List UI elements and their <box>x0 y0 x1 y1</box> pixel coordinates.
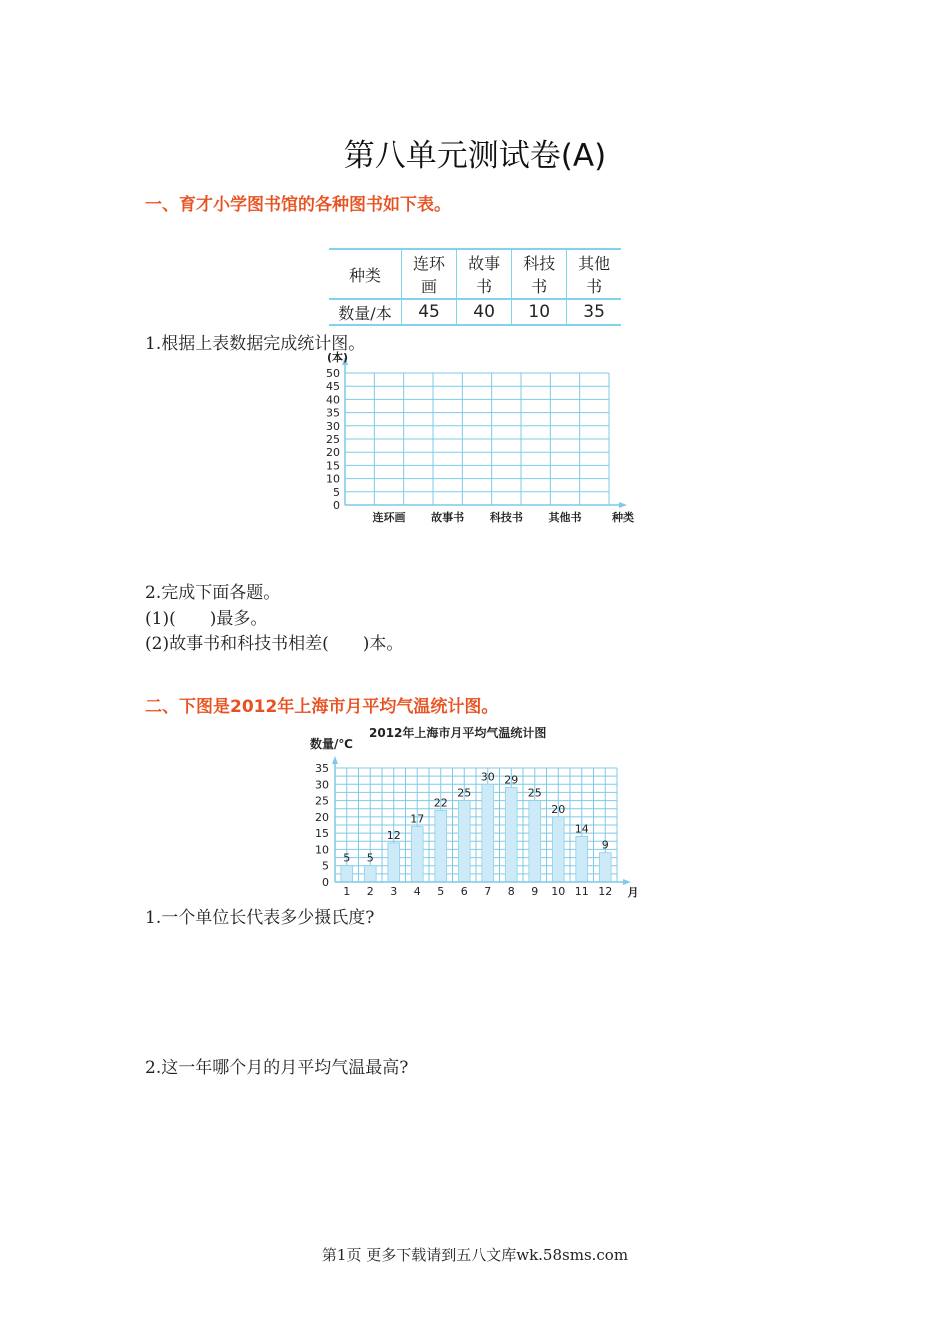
bar-value-label: 14 <box>574 822 589 836</box>
books-chart <box>300 345 640 530</box>
y-tick-label: 15 <box>326 459 340 473</box>
bar-value-label: 5 <box>343 851 351 865</box>
table-row <box>329 249 621 299</box>
y-tick-label: 35 <box>315 762 329 775</box>
bar-value-label: 5 <box>366 851 374 865</box>
temperature-bar <box>599 853 611 882</box>
table-cell: 科技 书 <box>512 249 567 299</box>
x-tick-label: 7 <box>484 885 492 898</box>
table-cell: 10 <box>512 299 567 325</box>
y-tick-label: 10 <box>315 843 329 857</box>
x-tick-label: 12 <box>598 885 613 898</box>
y-tick-label: 20 <box>326 446 340 460</box>
x-tick-label: 其他书 <box>548 511 582 524</box>
x-axis-label: 月 <box>627 886 639 899</box>
page-title: 第八单元测试卷(A) <box>343 138 607 174</box>
temperature-bar <box>576 836 588 882</box>
section2-heading: 二、下图是2012年上海市月平均气温统计图。 <box>145 697 499 717</box>
temperature-bar <box>529 801 541 882</box>
table-cell: 其他 书 <box>567 249 621 299</box>
x-tick-label: 2 <box>366 885 374 898</box>
y-tick-label: 25 <box>315 794 329 808</box>
x-tick-label: 9 <box>531 885 539 898</box>
temperature-bar <box>458 801 470 882</box>
y-tick-label: 5 <box>322 859 329 873</box>
y-axis-label: 数量/℃ <box>310 737 353 751</box>
y-tick-label: 5 <box>333 485 340 499</box>
temperature-bar <box>388 843 400 882</box>
table-cell: 40 <box>457 299 512 325</box>
y-axis-label: (本) <box>327 351 349 364</box>
bar-value-label: 9 <box>601 838 609 852</box>
table-cell: 35 <box>567 299 621 325</box>
x-tick-label: 连环画 <box>372 511 406 524</box>
table-cell: 连环 画 <box>402 249 457 299</box>
y-tick-label: 50 <box>326 367 340 380</box>
x-axis-label: 种类 <box>612 511 634 524</box>
bar-value-label: 29 <box>504 773 519 787</box>
question-2-1: 1.一个单位长代表多少摄氏度? <box>145 908 375 928</box>
y-tick-label: 40 <box>326 393 340 407</box>
temperature-chart <box>305 720 650 902</box>
bar-value-label: 25 <box>527 786 542 800</box>
page-footer: 第1页 更多下载请到五八文库wk.58sms.com <box>321 1246 629 1264</box>
temperature-bar <box>411 827 423 882</box>
y-tick-label: 10 <box>326 472 340 486</box>
bar-value-label: 30 <box>480 770 495 784</box>
table-row <box>329 299 621 325</box>
x-tick-label: 8 <box>507 885 515 898</box>
x-tick-label: 4 <box>413 885 421 898</box>
question-1-1: 1.根据上表数据完成统计图。 <box>145 334 366 354</box>
y-tick-label: 0 <box>333 499 340 512</box>
temperature-bar <box>505 788 517 882</box>
x-axis-arrow <box>623 879 631 885</box>
y-tick-label: 20 <box>315 810 329 824</box>
x-tick-label: 5 <box>437 885 445 898</box>
x-tick-label: 10 <box>551 885 566 898</box>
x-tick-label: 故事书 <box>431 511 465 524</box>
bar-value-label: 22 <box>433 796 448 810</box>
y-tick-label: 35 <box>326 406 340 420</box>
bar-value-label: 25 <box>457 786 472 800</box>
y-tick-label: 0 <box>322 876 329 889</box>
question-2-2: 2.这一年哪个月的月平均气温最高? <box>145 1058 409 1078</box>
bar-value-label: 17 <box>410 812 425 826</box>
table-header-cell: 种类 <box>329 249 402 299</box>
x-tick-label: 11 <box>574 885 589 898</box>
temperature-bar <box>341 866 353 882</box>
y-axis-arrow <box>332 756 338 764</box>
question-1-2-a: (1)( )最多。 <box>145 609 268 629</box>
temperature-bar <box>435 810 447 882</box>
temperature-bar <box>552 817 564 882</box>
x-axis-arrow <box>619 502 627 508</box>
question-1-2-b: (2)故事书和科技书相差( )本。 <box>145 634 404 654</box>
x-tick-label: 6 <box>460 885 468 898</box>
bar-value-label: 20 <box>551 802 566 816</box>
books-table <box>329 248 621 326</box>
y-tick-label: 15 <box>315 827 329 841</box>
y-tick-label: 30 <box>315 778 329 792</box>
x-tick-label: 3 <box>390 885 398 898</box>
y-tick-label: 30 <box>326 419 340 433</box>
x-tick-label: 1 <box>343 885 351 898</box>
section1-heading: 一、育才小学图书馆的各种图书如下表。 <box>145 195 451 215</box>
temperature-bar <box>364 866 376 882</box>
bar-value-label: 12 <box>386 828 401 842</box>
table-header-cell: 数量/本 <box>329 299 402 325</box>
x-tick-label: 科技书 <box>489 511 523 524</box>
question-1-2: 2.完成下面各题。 <box>145 583 281 603</box>
temperature-bar <box>482 784 494 882</box>
table-cell: 45 <box>402 299 457 325</box>
chart-title: 2012年上海市月平均气温统计图 <box>369 726 547 740</box>
y-tick-label: 45 <box>326 380 340 394</box>
y-tick-label: 25 <box>326 433 340 446</box>
table-cell: 故事 书 <box>457 249 512 299</box>
